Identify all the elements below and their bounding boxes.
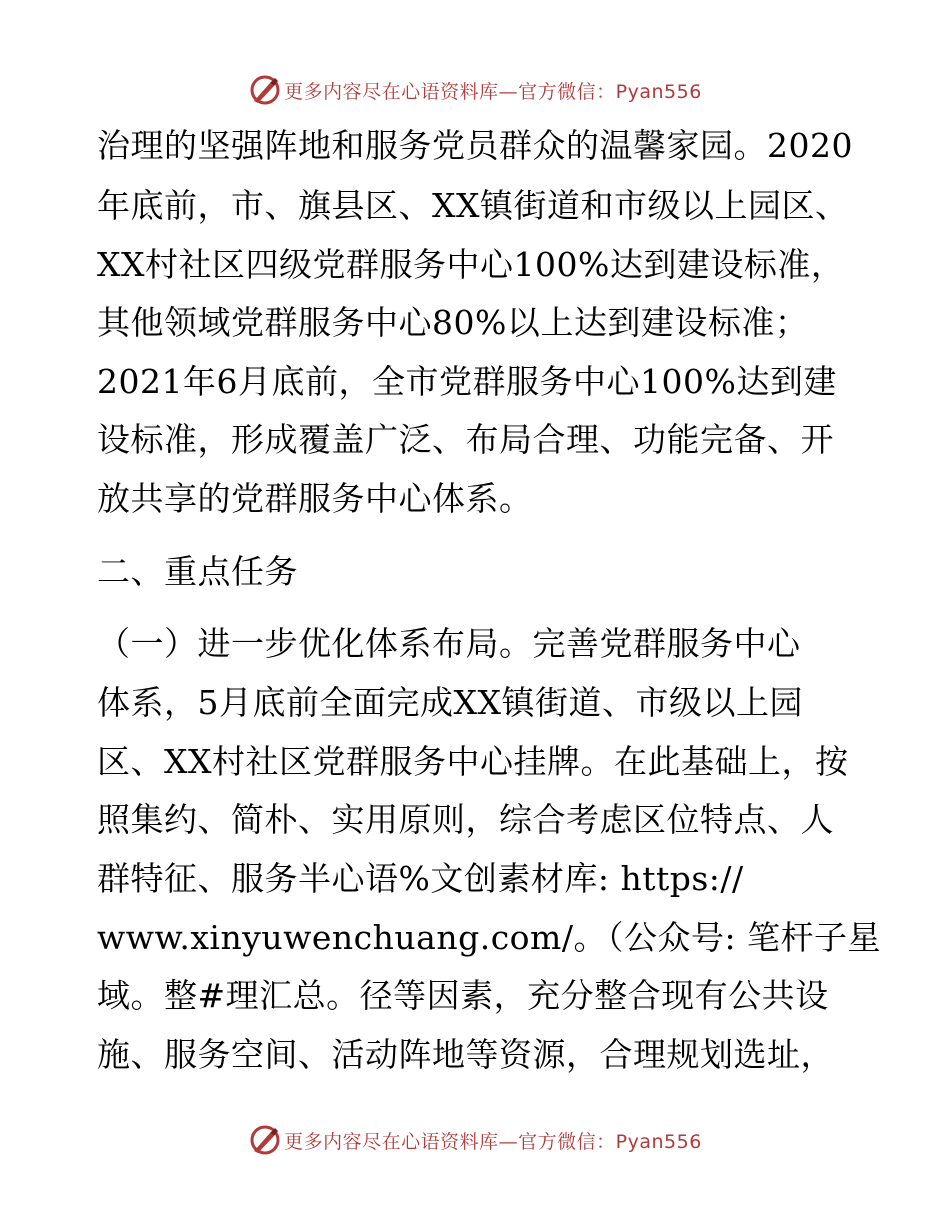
watermark-text: 更多内容尽在心语资料库—官方微信：Pyan556 [284, 1130, 702, 1153]
text-line: 施、服务空间、活动阵地等资源，合理规划选址， [97, 1035, 834, 1074]
text-line: XX村社区四级党群服务中心100%达到建设标准， [97, 245, 845, 284]
footer-watermark [0, 1123, 950, 1157]
text-line: 设标准，形成覆盖广泛、布局合理、功能完备、开 [97, 420, 834, 459]
watermark-text: 更多内容尽在心语资料库—官方微信：Pyan556 [284, 80, 702, 103]
section-heading: 二、重点任务 [97, 552, 298, 591]
pen-logo-icon [248, 1123, 282, 1157]
text-line: 治理的坚强阵地和服务党员群众的温馨家园。2020 [97, 126, 853, 165]
text-line: 照集约、简朴、实用原则，综合考虑区位特点、人 [97, 800, 834, 839]
text-line: 群特征、服务半心语%文创素材库: https:// [97, 859, 744, 898]
text-line: 体系，5月底前全面完成XX镇街道、市级以上园 [97, 683, 803, 722]
text-line: （一）进一步优化体系布局。完善党群服务中心 [97, 624, 801, 663]
text-line: 域。整#理汇总。径等因素，充分整合现有公共设 [97, 976, 829, 1015]
text-line: 区、XX村社区党群服务中心挂牌。在此基础上，按 [97, 742, 849, 781]
text-line: 其他领域党群服务中心80%以上达到建设标准； [97, 303, 809, 342]
text-line: 2021年6月底前，全市党群服务中心100%达到建 [97, 362, 837, 401]
text-line: 年底前，市、旗县区、XX镇街道和市级以上园区、 [97, 186, 849, 225]
text-line: www.xinyuwenchuang.com/。（公众号: 笔杆子星 [97, 918, 882, 957]
text-line: 放共享的党群服务中心体系。 [97, 479, 533, 518]
